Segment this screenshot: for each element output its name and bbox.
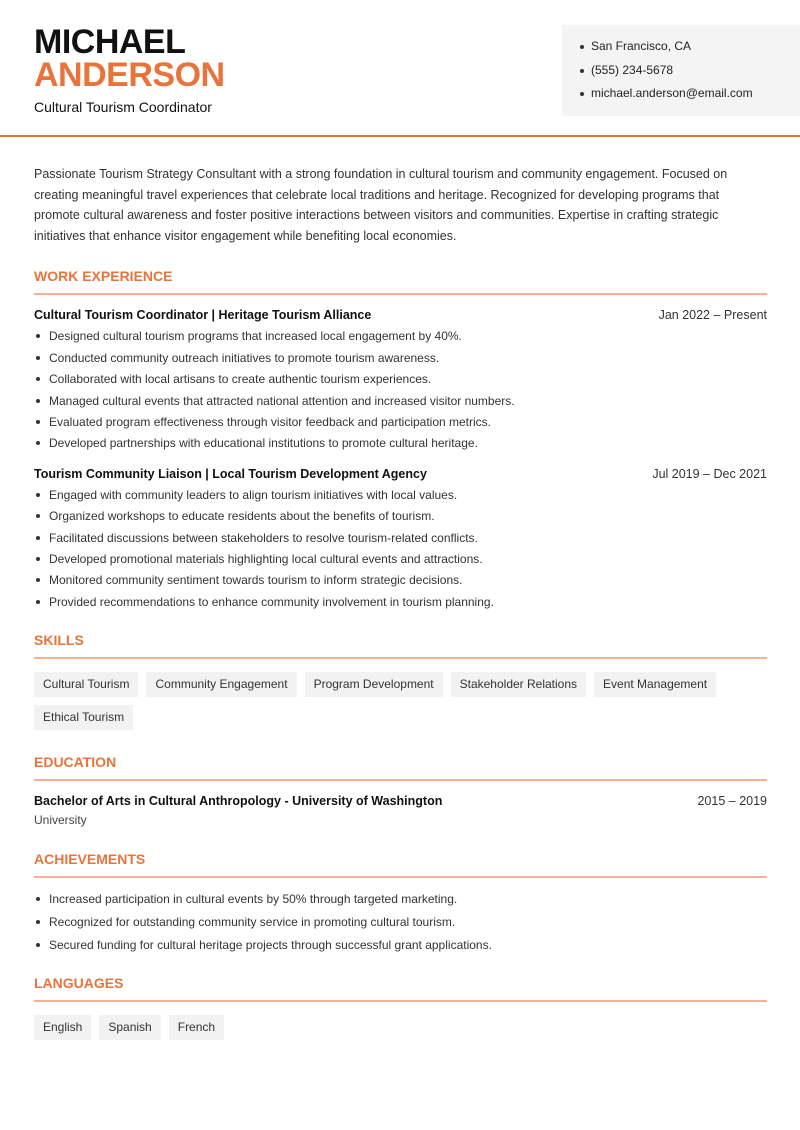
resume-header (0, 0, 800, 137)
bullet-text: Facilitated discussions between stakeholders to resolve tourism-related conflicts. (49, 530, 478, 545)
bullet-icon (36, 420, 40, 424)
skill-tag: Cultural Tourism (34, 672, 138, 697)
list-item (34, 508, 767, 529)
contact-phone (580, 63, 800, 87)
bullet-icon (36, 536, 40, 540)
list-item (34, 572, 767, 593)
phone-text: (555) 234-5678 (591, 62, 674, 77)
contact-location (580, 39, 800, 63)
last-name: ANDERSON (34, 56, 225, 94)
bullet-icon (580, 69, 584, 73)
bullet-icon (36, 943, 40, 947)
summary: Passionate Tourism Strategy Consultant with a strong foundation in cultural tourism and community engagement. Focused on creating meaningful travel experiences that celebrate local traditions and heritage. Recognized for developing programs that promote cultural awareness and foster positive interactions between visitors and communities. Expertise in crafting strategic initiatives that enhance visitor engagement while benefiting local economies. (34, 167, 728, 243)
bullet-icon (36, 578, 40, 582)
bullet-text: Developed partnerships with educational institutions to promote cultural heritage. (49, 436, 478, 451)
work-experience-heading: WORK EXPERIENCE (34, 268, 767, 295)
bullet-icon (36, 441, 40, 445)
bullet-icon (36, 920, 40, 924)
list-item (34, 328, 767, 349)
resume-body (0, 164, 800, 1040)
bullet-text: Increased participation in cultural events by 50% through targeted marketing. (49, 892, 458, 907)
bullet-icon (36, 356, 40, 360)
list-item (34, 350, 767, 371)
job-bullets (34, 487, 767, 615)
list-item (34, 371, 767, 392)
list-item (34, 937, 767, 960)
skill-tag: Ethical Tourism (34, 705, 133, 730)
bullet-icon (36, 557, 40, 561)
first-name: MICHAEL (34, 23, 186, 61)
list-item (34, 435, 767, 456)
education-type: University (34, 813, 87, 828)
job-header (34, 308, 767, 322)
job-list (34, 308, 767, 615)
list-item (34, 393, 767, 414)
job-header (34, 467, 767, 481)
languages-list (34, 1015, 767, 1040)
contact-email (580, 86, 800, 110)
language-tag: French (169, 1015, 224, 1040)
bullet-icon (36, 600, 40, 604)
bullet-text: Organized workshops to educate residents about the benefits of tourism. (49, 509, 435, 524)
job-bullets (34, 328, 767, 456)
bullet-text: Designed cultural tourism programs that increased local engagement by 40%. (49, 329, 462, 344)
bullet-text: Recognized for outstanding community service in promoting cultural tourism. (49, 915, 456, 930)
skills-heading: SKILLS (34, 632, 767, 659)
list-item (34, 530, 767, 551)
bullet-text: Engaged with community leaders to align tourism initiatives with local values. (49, 487, 458, 502)
skills-list (34, 672, 767, 730)
skill-tag: Event Management (594, 672, 716, 697)
languages-heading: LANGUAGES (34, 975, 767, 1002)
achievements-heading: ACHIEVEMENTS (34, 851, 767, 878)
job-title: Cultural Tourism Coordinator (34, 99, 212, 115)
job-date: Jul 2019 – Dec 2021 (652, 466, 767, 481)
education-entry (34, 794, 767, 808)
bullet-icon (36, 399, 40, 403)
list-item (34, 594, 767, 615)
list-item (34, 914, 767, 937)
bullet-icon (36, 493, 40, 497)
email-link[interactable]: michael.anderson@email.com (591, 86, 753, 100)
skill-tag: Program Development (305, 672, 443, 697)
bullet-text: Managed cultural events that attracted national attention and increased visitor numbers. (49, 393, 515, 408)
bullet-icon (36, 377, 40, 381)
list-item (34, 414, 767, 435)
bullet-text: Provided recommendations to enhance community involvement in tourism planning. (49, 594, 494, 609)
achievements-list (34, 891, 767, 960)
bullet-icon (36, 897, 40, 901)
location-text: San Francisco, CA (591, 39, 692, 53)
job-title: Cultural Tourism Coordinator | Heritage Tourism Alliance (34, 308, 372, 323)
bullet-icon (36, 514, 40, 518)
bullet-icon (36, 334, 40, 338)
job-title: Tourism Community Liaison | Local Tourism Development Agency (34, 466, 427, 481)
bullet-icon (580, 45, 584, 49)
list-item (34, 891, 767, 914)
language-tag: English (34, 1015, 91, 1040)
bullet-text: Developed promotional materials highlighting local cultural events and attractions. (49, 551, 483, 566)
bullet-icon (580, 92, 584, 96)
degree: Bachelor of Arts in Cultural Anthropology - University of Washington (34, 794, 443, 809)
job-date: Jan 2022 – Present (658, 308, 767, 323)
skill-tag: Community Engagement (146, 672, 296, 697)
contact-box (562, 25, 800, 116)
bullet-text: Evaluated program effectiveness through visitor feedback and participation metrics. (49, 414, 492, 429)
bullet-text: Secured funding for cultural heritage projects through successful grant applications. (49, 938, 492, 953)
education-heading: EDUCATION (34, 754, 767, 781)
list-item (34, 551, 767, 572)
bullet-text: Collaborated with local artisans to create authentic tourism experiences. (49, 372, 432, 387)
language-tag: Spanish (99, 1015, 160, 1040)
list-item (34, 487, 767, 508)
bullet-text: Conducted community outreach initiatives to promote tourism awareness. (49, 350, 440, 365)
skill-tag: Stakeholder Relations (451, 672, 586, 697)
education-date: 2015 – 2019 (697, 794, 767, 809)
bullet-text: Monitored community sentiment towards tourism to inform strategic decisions. (49, 573, 463, 588)
